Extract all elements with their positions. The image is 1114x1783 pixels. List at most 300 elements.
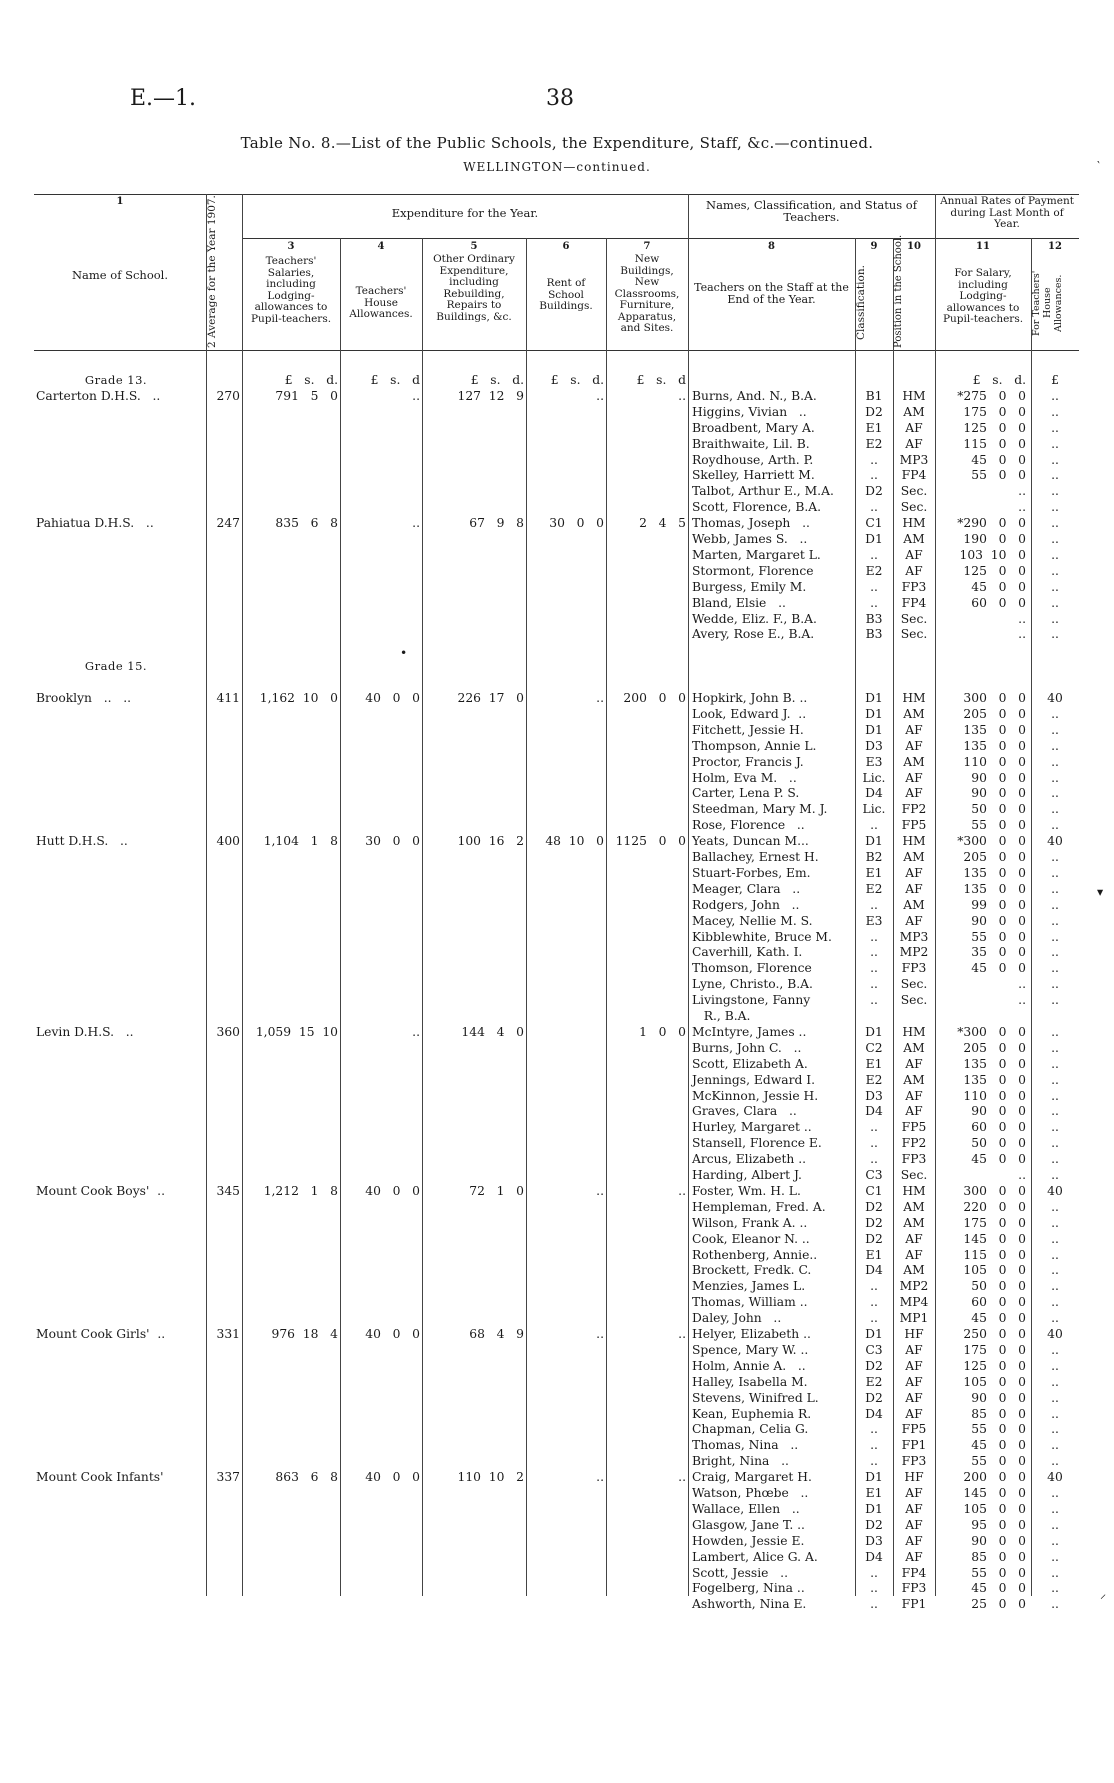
classification: ..	[870, 1120, 878, 1135]
position: AF	[905, 1358, 923, 1373]
teacher-name: Lambert, Alice G. A.	[692, 1549, 818, 1564]
position: AF	[905, 881, 923, 896]
classification: Lic.	[862, 802, 886, 817]
position: HM	[902, 834, 926, 849]
teacher-name: Wilson, Frank A. ..	[692, 1215, 808, 1230]
house-allowance-rate: ..	[1051, 1597, 1059, 1612]
position: Sec.	[900, 627, 928, 642]
salary-rate: 45 0 0	[971, 1311, 1026, 1326]
position: Sec.	[900, 977, 928, 992]
new-buildings: 1125 0 0	[615, 834, 686, 849]
position: FP5	[901, 1120, 927, 1135]
teacher-name: Carter, Lena P. S.	[692, 786, 800, 801]
house-allowance-rate: ..	[1051, 1390, 1059, 1405]
house-allowance-rate: ..	[1051, 1501, 1059, 1516]
position: AM	[903, 404, 925, 419]
salary-rate: 125 0 0	[963, 563, 1026, 578]
house-allowance-rate: ..	[1051, 1088, 1059, 1103]
position: FP4	[901, 1565, 927, 1580]
position: AF	[905, 1231, 923, 1246]
salary-rate: 220 0 0	[963, 1199, 1026, 1214]
classification: E1	[865, 1056, 883, 1071]
teacher-name: Caverhill, Kath. I.	[692, 945, 803, 960]
position: AF	[905, 786, 923, 801]
salary-rate: 135 0 0	[963, 1056, 1026, 1071]
classification: D1	[865, 834, 883, 849]
classification: E2	[865, 436, 883, 451]
column-rule-4	[422, 238, 423, 1596]
salary-rate: 85 0 0	[971, 1406, 1026, 1421]
salary-rate: 135 0 0	[963, 881, 1026, 896]
school-name: Mount Cook Girls' ..	[36, 1327, 166, 1341]
other-expenditure: 110 10 2	[457, 1470, 524, 1485]
average-attendance: 247	[216, 516, 240, 531]
house-allowance-rate: ..	[1051, 1486, 1059, 1500]
house-allowances: 40 0 0	[365, 1183, 420, 1198]
house-allowance-rate: 40	[1047, 1470, 1063, 1485]
house-allowance-rate: ..	[1051, 706, 1059, 721]
school-name: Grade 15.	[84, 659, 148, 674]
teacher-name: Bright, Nina ..	[692, 1454, 789, 1469]
salary-rate: 60 0 0	[971, 595, 1026, 610]
classification: ..	[870, 929, 878, 944]
position: AM	[903, 1263, 925, 1278]
salary-rate: 115 0 0	[963, 436, 1026, 451]
house-allowance-rate: ..	[1051, 468, 1059, 483]
house-allowances: £ s. d	[370, 373, 420, 387]
col1-number: 1	[116, 196, 124, 207]
salary-rate: 175 0 0	[963, 1342, 1026, 1357]
col2-heading-text: Average for the Year 1907.	[206, 195, 218, 338]
teacher-name: Kibblewhite, Bruce M.	[692, 929, 832, 944]
position: HM	[902, 1183, 926, 1198]
salary-rate: 55 0 0	[971, 818, 1026, 833]
house-allowance-rate: ..	[1051, 1533, 1059, 1548]
salary-rate: 90 0 0	[971, 1104, 1026, 1119]
house-allowance-rate: ..	[1051, 1247, 1059, 1262]
house-allowances: 40 0 0	[365, 691, 420, 705]
salary-rate: 45 0 0	[971, 1438, 1026, 1453]
position: HM	[902, 516, 926, 531]
rent: ..	[596, 1327, 604, 1341]
position: FP5	[901, 818, 927, 833]
position: MP2	[899, 1279, 929, 1294]
classification: D2	[865, 1231, 883, 1246]
house-allowance-rate: ..	[1051, 1565, 1059, 1580]
salary-rate: 205 0 0	[963, 850, 1026, 864]
teacher-name: Steedman, Mary M. J.	[692, 802, 828, 817]
salary-rate: 99 0 0	[971, 897, 1026, 912]
other-expenditure: £ s. d.	[470, 373, 524, 387]
teacher-name: Howden, Jessie E.	[692, 1533, 805, 1548]
classification: D4	[865, 1104, 883, 1119]
classification: E3	[865, 754, 883, 769]
salary-rate: 50 0 0	[971, 1279, 1026, 1294]
position: AF	[905, 1406, 923, 1421]
teacher-name: Craig, Margaret H.	[692, 1470, 812, 1485]
classification: D1	[865, 1024, 883, 1039]
teachers-salaries: £ s. d.	[284, 373, 338, 387]
salary-rate: 110 0 0	[963, 1088, 1026, 1103]
house-allowance-rate: ..	[1051, 1279, 1059, 1294]
house-allowance-rate: ..	[1051, 1024, 1059, 1039]
house-allowance-rate: ..	[1051, 1056, 1059, 1071]
col6-number: 6	[562, 241, 570, 252]
teacher-name: Meager, Clara ..	[692, 881, 801, 896]
teacher-name: Webb, James S. ..	[692, 532, 808, 546]
classification: ..	[870, 547, 878, 562]
teacher-name: Graves, Clara ..	[692, 1104, 797, 1119]
classification: D4	[865, 1263, 883, 1278]
teachers-salaries: 1,212 1 8	[263, 1183, 338, 1198]
table-top-rule	[34, 194, 1079, 195]
teacher-name: Proctor, Francis J.	[692, 754, 804, 769]
salary-rate: 105 0 0	[963, 1263, 1026, 1278]
teacher-name: Livingstone, Fanny	[692, 993, 811, 1008]
house-allowance-rate: ..	[1051, 532, 1059, 546]
school-name: Brooklyn .. ..	[36, 691, 132, 705]
col8-heading: Teachers on the Staff at the End of the Year.	[694, 281, 849, 306]
rent: ..	[596, 1183, 604, 1198]
house-allowance-rate: ..	[1051, 436, 1059, 451]
teacher-name: Arcus, Elizabeth ..	[692, 1152, 807, 1167]
col2-number: 2	[206, 341, 218, 348]
classification: Lic.	[862, 770, 886, 785]
teacher-name: Ballachey, Ernest H.	[692, 850, 819, 864]
house-allowance-rate: ..	[1051, 802, 1059, 817]
teacher-name: Menzies, James L.	[692, 1279, 806, 1294]
position: AF	[905, 722, 923, 737]
position: AF	[905, 1056, 923, 1071]
position: AF	[905, 1104, 923, 1119]
house-allowances: ..	[412, 516, 420, 531]
house-allowance-rate: ..	[1051, 865, 1059, 880]
classification: D1	[865, 1327, 883, 1341]
other-expenditure: 72 1 0	[469, 1183, 524, 1198]
salary-rate: ..	[1018, 977, 1026, 992]
house-allowance-rate: ..	[1051, 563, 1059, 578]
house-allowances: 30 0 0	[365, 834, 420, 849]
classification: B3	[865, 611, 883, 626]
average-attendance: 360	[216, 1024, 240, 1039]
new-buildings: 2 4 5	[639, 516, 686, 531]
salary-rate: 60 0 0	[971, 1295, 1026, 1310]
teacher-name: Hurley, Margaret ..	[692, 1120, 812, 1135]
col10-number: 10	[907, 241, 921, 252]
classification: D1	[865, 722, 883, 737]
position: AF	[905, 1088, 923, 1103]
teacher-name: Hopkirk, John B. ..	[692, 691, 808, 705]
teacher-name: Avery, Rose E., B.A.	[692, 627, 815, 642]
average-attendance: 270	[216, 388, 240, 403]
position: FP3	[901, 579, 927, 594]
teacher-name: Ashworth, Nina E.	[692, 1597, 807, 1612]
classification: D2	[865, 1390, 883, 1405]
teacher-name: Fitchett, Jessie H.	[692, 722, 804, 737]
classification: D3	[865, 738, 883, 753]
house-allowance-rate: 40	[1047, 691, 1063, 705]
salary-rate: 50 0 0	[971, 1136, 1026, 1151]
classification: D3	[865, 1533, 883, 1548]
salary-rate: 103 10 0	[959, 547, 1026, 562]
house-allowance-rate: ..	[1051, 993, 1059, 1008]
house-allowance-rate: ..	[1051, 388, 1059, 403]
classification: ..	[870, 1597, 878, 1612]
house-allowance-rate: ..	[1051, 945, 1059, 960]
salary-rate: 45 0 0	[971, 452, 1026, 467]
school-name: Carterton D.H.S. ..	[36, 388, 161, 403]
salary-rate: 135 0 0	[963, 738, 1026, 753]
column-rule-2	[242, 194, 243, 1596]
position: HF	[904, 1470, 924, 1485]
col4-number: 4	[377, 241, 385, 252]
col11-heading: For Salary, including Lodging-allowances to Pupil-teachers.	[942, 267, 1024, 325]
house-allowance-rate: ..	[1051, 1295, 1059, 1310]
house-allowance-rate: ..	[1051, 770, 1059, 785]
salary-rate: 125 0 0	[963, 1358, 1026, 1373]
teacher-name: Talbot, Arthur E., M.A.	[692, 484, 834, 499]
classification: ..	[870, 897, 878, 912]
position: FP3	[901, 961, 927, 976]
house-allowance-rate: ..	[1051, 1438, 1059, 1453]
col3-number: 3	[287, 241, 295, 252]
house-allowance-rate: ..	[1051, 1358, 1059, 1373]
house-allowance-rate: ..	[1051, 754, 1059, 769]
col9-heading: Classification.	[855, 265, 867, 341]
classification: D1	[865, 1501, 883, 1516]
teachers-salaries: 791 5 0	[275, 388, 338, 403]
position: FP3	[901, 1581, 927, 1596]
document-reference: E.—1.	[130, 86, 197, 111]
classification: ..	[870, 1311, 878, 1326]
teacher-name: Scott, Elizabeth A.	[692, 1056, 808, 1071]
position: AF	[905, 1549, 923, 1564]
position: AF	[905, 738, 923, 753]
classification: ..	[870, 1565, 878, 1580]
classification: ..	[870, 977, 878, 992]
salary-rate: 95 0 0	[971, 1517, 1026, 1532]
house-allowance-rate: ..	[1051, 1263, 1059, 1278]
salary-rate: 200 0 0	[963, 1470, 1026, 1485]
salary-rate: 90 0 0	[971, 1533, 1026, 1548]
classification: ..	[870, 1438, 878, 1453]
house-allowance-rate: ..	[1051, 1342, 1059, 1357]
other-expenditure: 68 4 9	[469, 1327, 524, 1341]
salary-rate: *275 0 0	[957, 388, 1026, 403]
position: MP1	[899, 1311, 929, 1326]
salary-rate: ..	[1018, 611, 1026, 626]
salary-rate: 55 0 0	[971, 929, 1026, 944]
position: AF	[905, 1342, 923, 1357]
teacher-name: Halley, Isabella M.	[692, 1374, 808, 1389]
col8-number: 8	[768, 241, 775, 252]
teacher-name: R., B.A.	[692, 1009, 751, 1023]
salary-rate: 50 0 0	[971, 802, 1026, 817]
house-allowance-rate: ..	[1051, 961, 1059, 976]
classification: D4	[865, 1406, 883, 1421]
classification: E2	[865, 1072, 883, 1087]
rent: ..	[596, 1470, 604, 1485]
classification: ..	[870, 818, 878, 833]
classification: ..	[870, 500, 878, 515]
classification: ..	[870, 595, 878, 610]
teacher-name: Marten, Margaret L.	[692, 547, 821, 562]
classification: ..	[870, 961, 878, 976]
classification: D2	[865, 484, 883, 499]
position: AM	[903, 706, 925, 721]
teacher-name: Chapman, Celia G.	[692, 1422, 809, 1437]
teacher-name: Burns, John C. ..	[692, 1040, 802, 1055]
teacher-name: McIntyre, James ..	[692, 1024, 807, 1039]
salary-rate: 135 0 0	[963, 1072, 1026, 1087]
rent: 48 10 0	[545, 834, 604, 849]
salary-rate: ..	[1018, 500, 1026, 515]
classification: D2	[865, 1358, 883, 1373]
position: AF	[905, 913, 923, 928]
house-allowance-rate: ..	[1051, 1454, 1059, 1469]
house-allowance-rate: ..	[1051, 1040, 1059, 1055]
classification: B2	[865, 850, 883, 864]
teacher-name: Broadbent, Mary A.	[692, 420, 815, 435]
position: AF	[905, 1247, 923, 1262]
position: AF	[905, 770, 923, 785]
salary-rate: 85 0 0	[971, 1549, 1026, 1564]
house-allowance-rate: ..	[1051, 738, 1059, 753]
house-allowance-rate: ..	[1051, 913, 1059, 928]
teacher-name: Harding, Albert J.	[692, 1168, 802, 1182]
teacher-name: Braithwaite, Lil. B.	[692, 436, 810, 451]
page-number: 38	[546, 86, 574, 111]
salary-rate: 105 0 0	[963, 1501, 1026, 1516]
teacher-name: Thomas, Joseph ..	[692, 516, 810, 531]
margin-mark: ‵	[1097, 159, 1100, 173]
teacher-name: Stuart-Forbes, Em.	[692, 865, 811, 880]
position: AM	[903, 754, 925, 769]
teachers-salaries: 1,162 10 0	[259, 691, 338, 705]
salary-rate: 35 0 0	[971, 945, 1026, 960]
classification: C1	[865, 1183, 883, 1198]
col12-number: 12	[1048, 241, 1062, 252]
house-allowance-rate: ..	[1051, 1136, 1059, 1151]
salary-rate: 90 0 0	[971, 770, 1026, 785]
salary-rate: 55 0 0	[971, 1565, 1026, 1580]
position: Sec.	[900, 993, 928, 1008]
col7-number: 7	[643, 241, 651, 252]
salary-rate: 135 0 0	[963, 865, 1026, 880]
house-allowances: 40 0 0	[365, 1470, 420, 1485]
house-allowance-rate: ..	[1051, 1104, 1059, 1119]
other-expenditure: 127 12 9	[457, 388, 524, 403]
classification: D1	[865, 691, 883, 705]
salary-rate: 60 0 0	[971, 1120, 1026, 1135]
new-buildings: ..	[678, 388, 686, 403]
teacher-name: Stansell, Florence E.	[692, 1136, 822, 1151]
teacher-name: Higgins, Vivian ..	[692, 404, 807, 419]
average-attendance: 400	[216, 834, 240, 849]
house-allowance-rate: ..	[1051, 579, 1059, 594]
house-allowance-rate: ..	[1051, 1549, 1059, 1564]
position: AM	[903, 1215, 925, 1230]
house-allowance-rate: ..	[1051, 1311, 1059, 1326]
classification: D2	[865, 1215, 883, 1230]
house-allowance-rate: ..	[1051, 627, 1059, 642]
teacher-name: Foster, Wm. H. L.	[692, 1183, 801, 1198]
house-allowance-rate: ..	[1051, 452, 1059, 467]
teacher-name: Bland, Elsie ..	[692, 595, 786, 610]
teacher-name: Cook, Eleanor N. ..	[692, 1231, 810, 1246]
position: AF	[905, 1390, 923, 1405]
classification: C3	[865, 1342, 883, 1357]
position: HM	[902, 388, 926, 403]
teacher-name: Burns, And. N., B.A.	[692, 388, 817, 403]
classification: E3	[865, 913, 883, 928]
col4-heading: Teachers' House Allowances.	[349, 285, 413, 320]
classification: C1	[865, 516, 883, 531]
staff-group-heading: Names, Classification, and Status of Teachers.	[706, 198, 917, 224]
classification: ..	[870, 579, 878, 594]
position: MP2	[899, 945, 929, 960]
house-allowance-rate: ..	[1051, 547, 1059, 562]
table-subtitle: WELLINGTON—continued.	[463, 160, 651, 174]
salary-rate: 205 0 0	[963, 1040, 1026, 1055]
house-allowance-rate: ..	[1051, 404, 1059, 419]
salary-rate: 250 0 0	[963, 1327, 1026, 1341]
col3-heading: Teachers' Salaries, including Lodging-allowances to Pupil-teachers.	[250, 255, 332, 325]
classification: E1	[865, 865, 883, 880]
margin-mark: ⸝	[1100, 1587, 1107, 1601]
house-allowance-rate: ..	[1051, 1422, 1059, 1437]
teacher-name: Macey, Nellie M. S.	[692, 913, 813, 928]
salary-rate: *290 0 0	[957, 516, 1026, 531]
position: Sec.	[900, 1168, 928, 1182]
classification: ..	[870, 452, 878, 467]
new-buildings: £ s. d	[636, 373, 686, 387]
salary-rate: 90 0 0	[971, 913, 1026, 928]
classification: ..	[870, 945, 878, 960]
salary-rate: ..	[1018, 1168, 1026, 1182]
salary-rate: *300 0 0	[957, 834, 1026, 849]
salary-rate: 25 0 0	[971, 1597, 1026, 1612]
school-name: Mount Cook Infants'	[36, 1470, 164, 1485]
new-buildings: ..	[678, 1183, 686, 1198]
new-buildings: 1 0 0	[639, 1024, 686, 1039]
salary-rate: 90 0 0	[971, 786, 1026, 801]
rates-group-rule	[935, 238, 1079, 239]
classification: C2	[865, 1040, 883, 1055]
school-name: Hutt D.H.S. ..	[36, 834, 128, 849]
rent: 30 0 0	[549, 516, 604, 531]
expenditure-group-heading: Expenditure for the Year.	[391, 206, 539, 220]
table-title: Table No. 8.—List of the Public Schools, the Expenditure, Staff, &c.—continued.	[240, 134, 874, 152]
teacher-name: Rodgers, John ..	[692, 897, 800, 912]
house-allowance-rate: ..	[1051, 500, 1059, 515]
classification: B1	[865, 388, 883, 403]
other-expenditure: 144 4 0	[461, 1024, 524, 1039]
col11-number: 11	[976, 241, 990, 252]
teachers-salaries: 863 6 8	[275, 1470, 338, 1485]
teacher-name: Rothenberg, Annie..	[692, 1247, 818, 1262]
salary-rate: ..	[1018, 484, 1026, 499]
classification: E2	[865, 563, 883, 578]
teacher-name: Holm, Annie A. ..	[692, 1358, 806, 1373]
teacher-name: Stevens, Winifred L.	[692, 1390, 819, 1405]
classification: ..	[870, 1279, 878, 1294]
rent: ..	[596, 388, 604, 403]
teacher-name: Skelley, Harriett M.	[692, 468, 815, 483]
school-name: Mount Cook Boys' ..	[36, 1183, 165, 1198]
position: AM	[903, 897, 925, 912]
position: MP4	[899, 1295, 929, 1310]
